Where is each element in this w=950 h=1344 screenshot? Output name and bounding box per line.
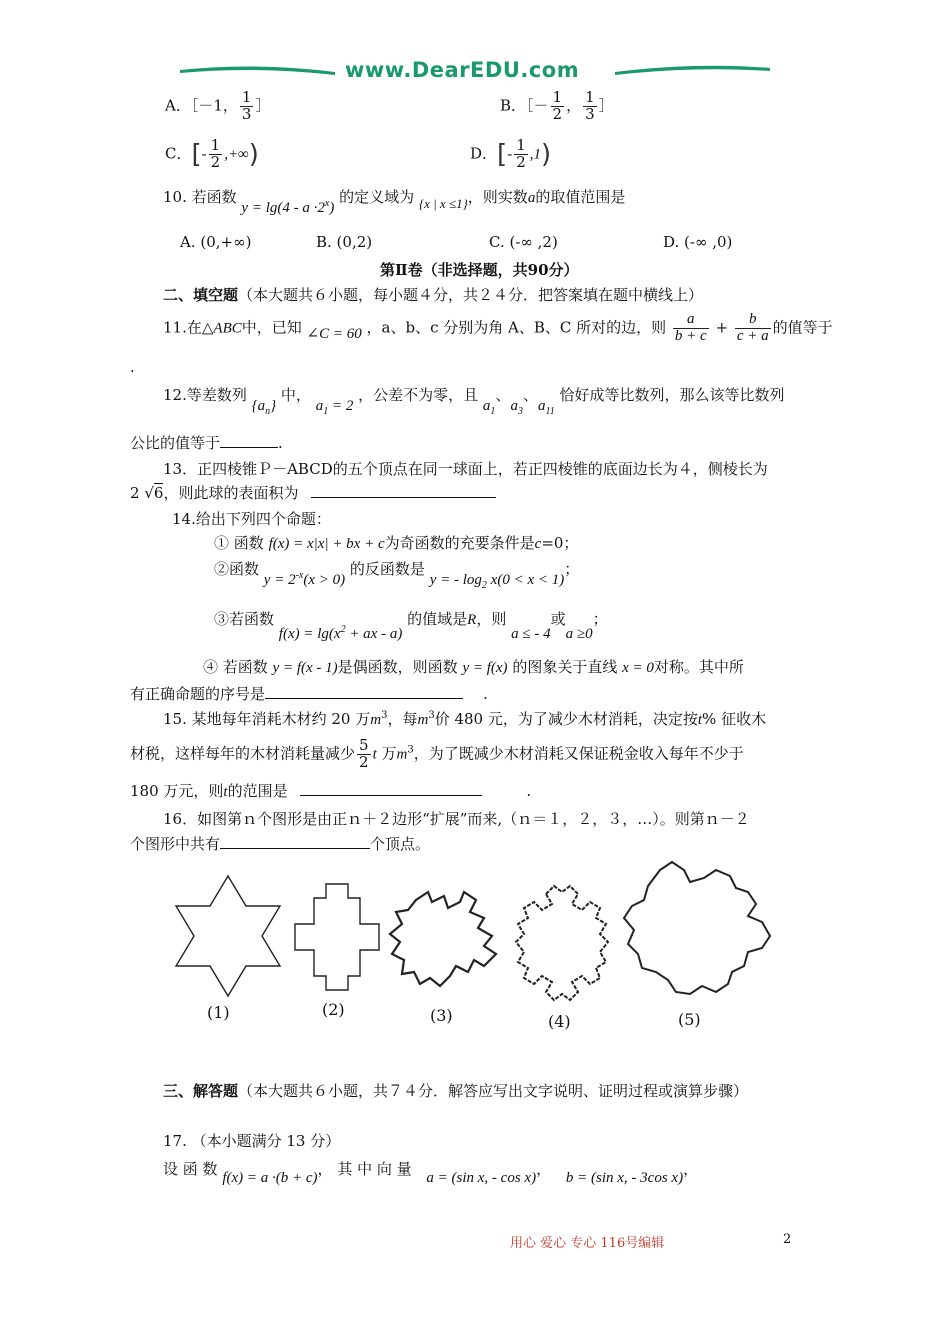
- figure-label-3: (3): [430, 1006, 453, 1025]
- q9-option-c[interactable]: C．[- $\frac{1}{2}$ ,+∞): [165, 136, 259, 171]
- figure-3-snowflake: [386, 880, 502, 1000]
- fraction: $\frac{b}{c + a}$: [736, 311, 769, 344]
- figure-label-5: (5): [678, 1010, 701, 1029]
- figure-label-2: (2): [322, 1000, 345, 1019]
- answer-blank[interactable]: [220, 433, 278, 448]
- answer-blank[interactable]: [220, 834, 370, 849]
- q10-option-d[interactable]: D. (-∞ ,0): [663, 233, 733, 251]
- q10-stem: 10. 若函数 $y = \lg(4 - a \cdot 2^x)$ 的定义域为 {x | x ≤1}，则实数a的取值范围是: [163, 188, 626, 216]
- fill-in-header: 二、填空题（本大题共６小题，每小题４分，共２４分．把答案填在题中横线上）: [163, 286, 704, 304]
- answer-blank[interactable]: [300, 781, 482, 796]
- q16-line2: 个图形中共有 个顶点。: [130, 835, 431, 853]
- q13-line1: 13．正四棱锥Ｐ－ABCD的五个顶点在同一球面上，若正四棱锥的底面边长为４，侧棱长为: [163, 460, 768, 478]
- q10-option-b[interactable]: B. (0,2): [316, 233, 373, 251]
- q16-line1: 16．如图第ｎ个图形是由正ｎ＋２边形“扩展”而来,（ｎ＝１，２，３，…）。则第ｎ－２: [163, 810, 750, 828]
- q14-last: 有正确命题的序号是 .: [130, 685, 488, 703]
- solve-header: 三、解答题（本大题共６小题，共７４分．解答应写出文字说明、证明过程或演算步骤）: [163, 1082, 749, 1100]
- fraction: $\frac{1}{3}$: [241, 88, 252, 123]
- fraction: $\frac{1}{3}$: [585, 88, 595, 123]
- fraction: $\frac{5}{2}$: [359, 736, 369, 771]
- figure-5-snowflake: [620, 856, 776, 1006]
- q17-stem: 设 函 数 f(x) = a ·(b + c)， 其 中 向 量 a = (sin x, - cos x)， b = (sin x, - 3cos x)，: [163, 1160, 699, 1186]
- answer-blank[interactable]: [311, 483, 496, 498]
- answer-blank[interactable]: [265, 684, 463, 699]
- figure-label-1: (1): [207, 1003, 230, 1022]
- q10-option-a[interactable]: A. (0,+∞): [180, 233, 252, 251]
- q12-line2: 公比的值等于 .: [130, 434, 283, 452]
- fraction: $\frac{1}{2}$: [516, 136, 526, 171]
- q17-title: 17. （本小题满分 13 分）: [163, 1132, 341, 1150]
- page-number: 2: [783, 1232, 792, 1247]
- q15-line3: 180 万元，则t的范围是 .: [130, 782, 532, 800]
- fraction: $\frac{a}{b + c}$: [674, 311, 707, 344]
- q9-option-d[interactable]: D．[- $\frac{1}{2}$ ,1): [470, 136, 552, 171]
- q11: 11.在△ABC中，已知 ∠C = 60 ，a、b、c 分别为角 A、B、C 所对的边，则 $\frac{a}{b + c}$ + $\frac{b}{c + a}$ 的值等于: [163, 311, 833, 344]
- footer-editor: 用心 爱心 专心 116号编辑: [510, 1236, 665, 1251]
- q15-line1: 15. 某地每年消耗木材约 20 万$m^3$，每$m^3$价 480 元，为了减少木材消耗，决定按t% 征收木: [163, 710, 767, 728]
- figure-4-snowflake: [502, 882, 614, 1006]
- q15-line2: 材税，这样每年的木材消耗量减少 $\frac{5}{2}$ t 万$m^3$，为了既减少木材消耗又保证税金收入每年不少于: [130, 736, 744, 771]
- section-title: 第Ⅱ卷（非选择题，共90分）: [380, 261, 579, 279]
- fraction: $\frac{1}{2}$: [552, 88, 563, 123]
- q9-option-a[interactable]: A．［－1， $\frac{1}{3}$ ］: [165, 88, 271, 123]
- figure-1-hexagram: [172, 872, 284, 1000]
- q14-prop4: ④ 若函数 y = f(x - 1)是偶函数，则函数 y = f(x) 的图象关于直线 x = 0对称。其中所: [203, 658, 744, 676]
- q12-line1: 12.等差数列 $\{a_n\}$ 中， $a_1 = 2$ ，公差不为零，且 $a_1$、$a_3$、$a_{11}$ 恰好成等比数列，那么该等比数列: [163, 386, 785, 417]
- q14-prop3: ③若函数 $f(x) = \lg(x^2$ + ax - a) 的值域是R，则 a ≤ - 4或a ≥0；: [214, 610, 608, 642]
- site-header: www.DearEDU.com: [345, 58, 580, 82]
- q11-answer-dot: .: [130, 358, 135, 376]
- q13-line2: 2 √6，则此球的表面积为: [130, 482, 496, 503]
- figure-2-cross: [291, 880, 383, 998]
- q10-option-c[interactable]: C. (-∞ ,2): [489, 233, 558, 251]
- q14-prop1: ① 函数 f(x) = x|x| + bx + c为奇函数的充要条件是c=0；: [214, 534, 579, 552]
- q9-option-b[interactable]: B．［－ $\frac{1}{2}$ ， $\frac{1}{3}$ ］: [500, 88, 614, 123]
- figure-label-4: (4): [548, 1012, 571, 1031]
- q14-lead: 14.给出下列四个命题：: [172, 510, 331, 528]
- q14-prop2: ②函数 $y = 2^{-x}(x > 0)$ 的反函数是 y = - $\log_2 x(0 < x < 1)$；: [214, 560, 580, 591]
- fraction: $\frac{1}{2}$: [210, 136, 221, 171]
